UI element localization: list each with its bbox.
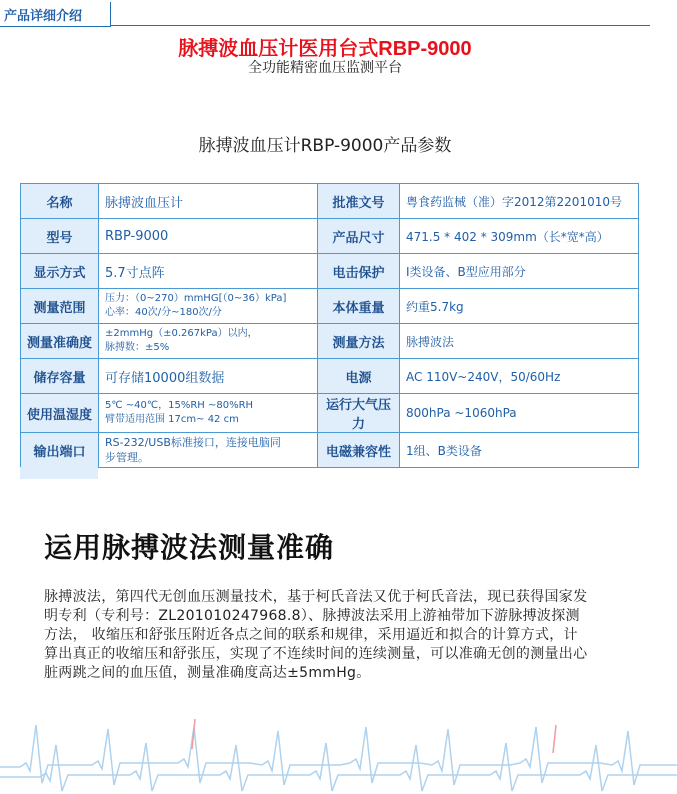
spec-value-line: 压力：（0~270）mmHG[（0~36）kPa] [105, 293, 287, 304]
ecg-wave-decoration [0, 705, 677, 794]
spec-value: 1组、B类设备 [400, 433, 639, 468]
product-subtitle: 全功能精密血压监测平台 [248, 60, 402, 76]
spec-value: 800hPa ~1060hPa [400, 394, 639, 433]
section-tab-label: 产品详细介绍 [4, 9, 83, 24]
spec-key: 显示方式 [21, 254, 99, 289]
spec-value-line: 步管理。 [105, 451, 149, 464]
spec-key: 测量范围 [21, 289, 99, 324]
spec-key: 测量准确度 [21, 324, 99, 359]
spec-value: 可存储10000组数据 [99, 359, 318, 394]
spec-key: 电源 [318, 359, 400, 394]
spec-value [99, 394, 318, 433]
section-heading: 运用脉搏波法测量准确 [44, 531, 335, 564]
spec-table-title: 脉搏波血压计RBP-9000产品参数 [198, 136, 452, 156]
spec-key: 运行大气压力 [318, 394, 400, 433]
spec-value: RBP-9000 [99, 219, 318, 254]
spec-value-line: ±2mmHg（±0.267kPa）以内， [105, 328, 258, 339]
spec-value-line: 心率：40次/分~180次/分 [105, 307, 222, 318]
ecg-wave-lines [0, 725, 677, 791]
spec-value: AC 110V~240V，50/60Hz [400, 359, 639, 394]
spec-value: Ⅰ类设备、B型应用部分 [400, 254, 639, 289]
spec-value: 脉搏波法 [400, 324, 639, 359]
spec-key: 电磁兼容性 [318, 433, 400, 468]
spec-key: 名称 [21, 184, 99, 219]
ecg-red-accents [192, 719, 556, 753]
table-row [21, 219, 639, 254]
table-row [21, 289, 639, 324]
spec-value-line: RS-232/USB标准接口，连接电脑同 [105, 436, 281, 449]
spec-value: 471.5 * 402 * 309mm（长*宽*高） [400, 219, 639, 254]
table-row [21, 324, 639, 359]
header-rule [110, 25, 650, 26]
spec-key: 测量方法 [318, 324, 400, 359]
spec-value: 脉搏波血压计 [99, 184, 318, 219]
spec-value-line: 5℃ ~40℃，15%RH ~80%RH [105, 400, 254, 411]
section-tab [0, 2, 111, 27]
table-row [21, 433, 639, 468]
spec-key: 产品尺寸 [318, 219, 400, 254]
table-row [21, 359, 639, 394]
spec-key: 型号 [21, 219, 99, 254]
spec-key: 使用温湿度 [21, 394, 99, 433]
table-tail-accent [20, 467, 98, 479]
spec-value [99, 324, 318, 359]
table-row [21, 184, 639, 219]
spec-value-line: 臂带适用范围 17cm~ 42 cm [105, 414, 239, 425]
product-title: 脉搏波血压计医用台式RBP-9000 [178, 38, 472, 60]
spec-key: 批准文号 [318, 184, 400, 219]
spec-table [20, 183, 639, 468]
spec-value: 约重5.7kg [400, 289, 639, 324]
spec-value: 5.7寸点阵 [99, 254, 318, 289]
spec-value [99, 433, 318, 468]
section-body-text: 脉搏波法，第四代无创血压测量技术，基于柯氏音法又优于柯氏音法，现已获得国家发明专利（专利号：ZL201010247968.8）、脉搏波法采用上游袖带加下游脉搏波探测方法， 收缩压和舒张压附近各点之间的联系和规律，采用逼近和拟合的计算方式，计算出真正的收缩压和舒张压，实现了不连续时间的连续测量，可以准确无创的测量出心脏两跳之间的血压值，测量准确度高达±5mmHg。 [44, 589, 588, 681]
spec-key: 输出端口 [21, 433, 99, 468]
table-row [21, 394, 639, 433]
spec-value [99, 289, 318, 324]
spec-value: 粤食药监械（准）字2012第2201010号 [400, 184, 639, 219]
spec-key: 储存容量 [21, 359, 99, 394]
table-row [21, 254, 639, 289]
spec-value-line: 脉搏数：±5% [105, 342, 170, 353]
spec-key: 电击保护 [318, 254, 400, 289]
spec-key: 本体重量 [318, 289, 400, 324]
